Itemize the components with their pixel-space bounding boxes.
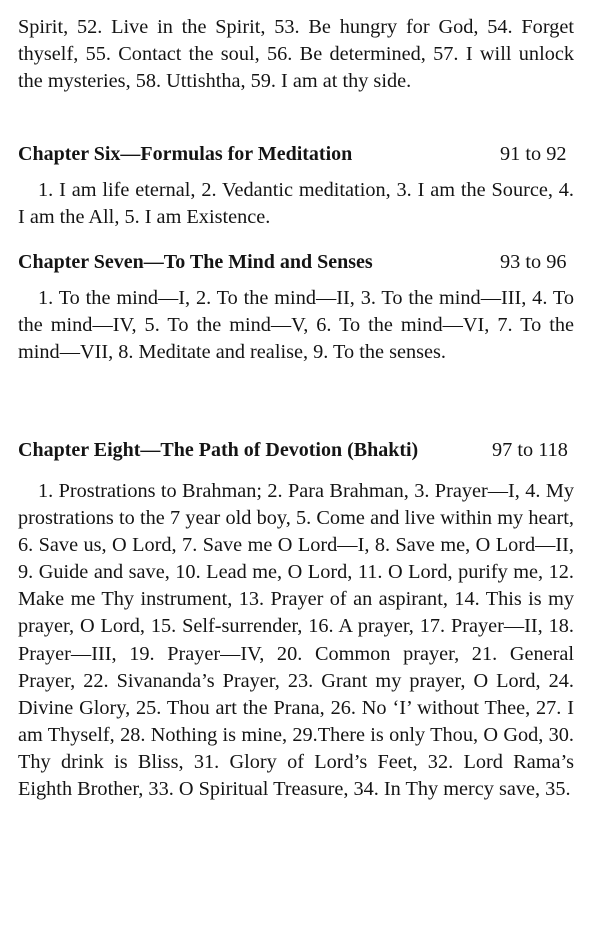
chapter-seven-title: Chapter Seven—To The Mind and Senses: [18, 251, 373, 273]
chapter-seven-heading: [18, 249, 588, 276]
chapter-eight-page-range: 97 to 118: [492, 439, 568, 461]
chapter-six-page-range: 91 to 92: [500, 143, 567, 165]
chapter-six-heading: [18, 141, 588, 168]
chapter-six-title: Chapter Six—Formulas for Meditation: [18, 143, 353, 165]
chapter-eight-title: Chapter Eight—The Path of Devotion (Bhakti): [18, 439, 419, 461]
chapter-eight-heading: [18, 437, 588, 464]
chapter-seven-page-range: 93 to 96: [500, 251, 567, 273]
chapter-eight-contents: 1. Prostrations to Brahman; 2. Para Brahman, 3. Prayer—I, 4. My prostrations to the 7 year old boy, 5. Come and live within my heart, 6. Save us, O Lord, 7. Save me O Lord—I, 8. Save me, O Lord—II, 9. Guide and save, 10. Lead me, O Lord, 11. O Lord, purify me, 12. Make me Thy instrument, 13. Prayer of an aspirant, 14. This is my prayer, O Lord, 15. Self-surrender, 16. A prayer, 17. Prayer—II, 18. Prayer—III, 19. Prayer—IV, 20. Common prayer, 21. General Prayer, 22. Sivananda’s Prayer, 23. Grant my prayer, O Lord, 24. Divine Glory, 25. Thou art the Prana, 26. No ‘I’ without Thee, 27. I am Thyself, 28. Nothing is mine, 29.There is only Thou, O God, 30. Thy drink is Bliss, 31. Glory of Lord’s Feet, 32. Lord Rama’s Eighth Brother, 33. O Spiritual Treasure, 34. In Thy mercy save, 35.: [18, 480, 574, 801]
chapter-six-contents: 1. I am life eternal, 2. Vedantic meditation, 3. I am the Source, 4. I am the All, 5. I am Existence.: [18, 179, 574, 229]
chapter-seven-contents: 1. To the mind—I, 2. To the mind—II, 3. To the mind—III, 4. To the mind—IV, 5. To the mind—V, 6. To the mind—VI, 7. To the mind—VII, 8. Meditate and realise, 9. To the senses.: [18, 287, 574, 364]
intro-paragraph: Spirit, 52. Live in the Spirit, 53. Be hungry for God, 54. Forget thyself, 55. Contact the soul, 56. Be determined, 57. I will unlock the mysteries, 58. Uttishtha, 59. I am at thy side.: [18, 16, 574, 93]
